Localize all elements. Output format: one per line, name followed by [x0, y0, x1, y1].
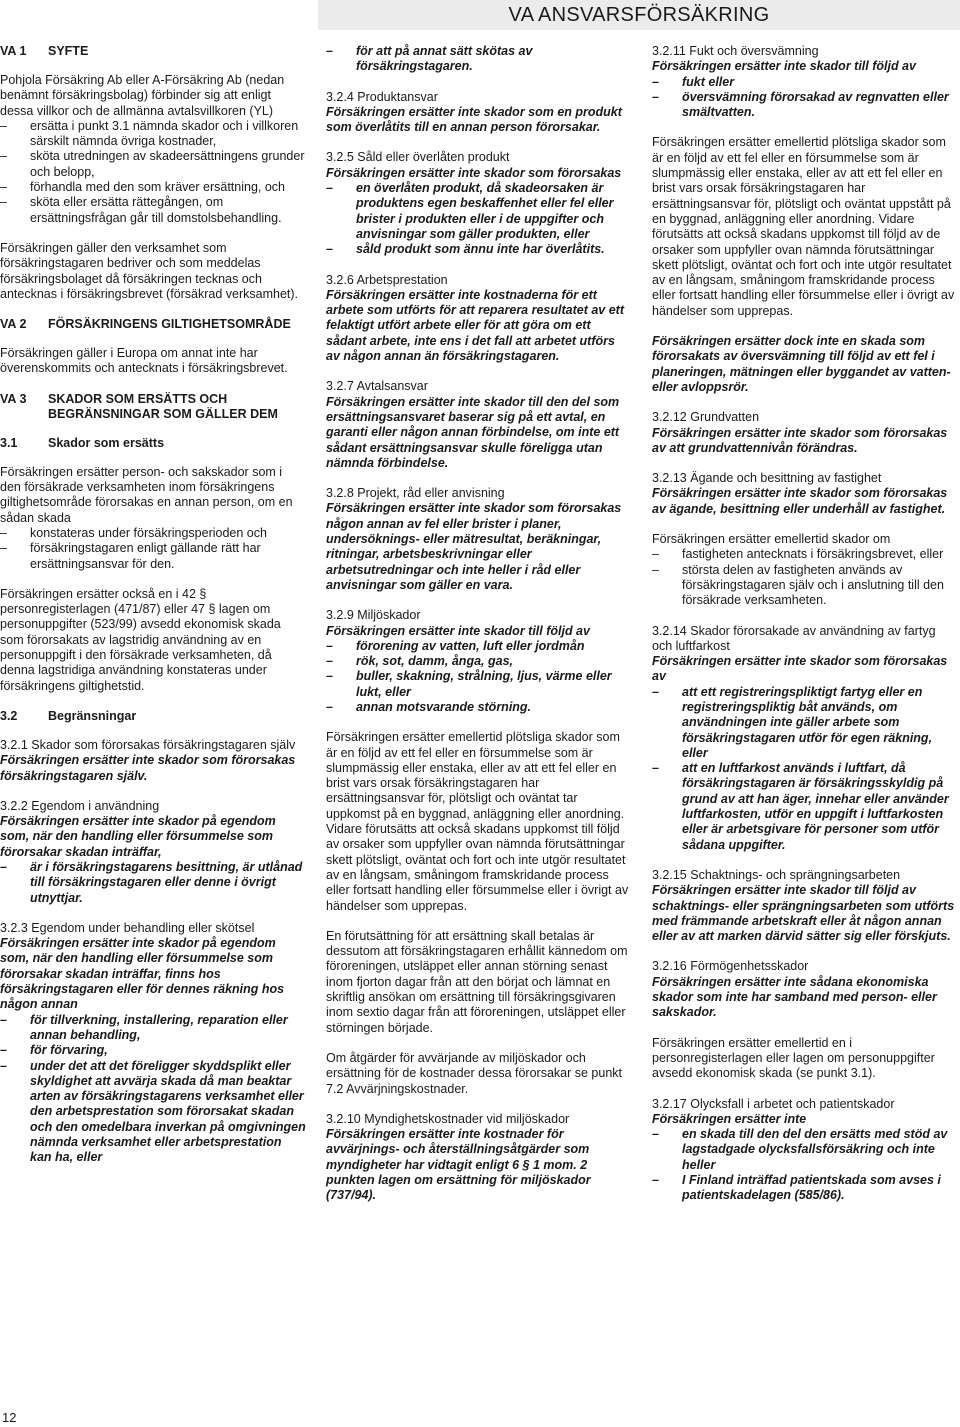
- subsection-heading: 3.2.7 Avtalsansvar: [326, 379, 428, 394]
- section-3216: 3.2.16 Förmögenhetsskador Försäkringen ersätter inte sådana ekonomiska skador som inte har samband med person- eller sakskador.: [652, 959, 957, 1020]
- section-3215: 3.2.15 Schaktnings- och sprängningsarbeten Försäkringen ersätter inte skador till följd av schaktnings- eller sprängningsarbeten som utförts med främmande arbetskraft eller åt någon annan eller av att marken därvid sätter sig eller förskjuts.: [652, 868, 957, 944]
- list-item: – att en luftfarkost används i luftfart, då försäkringstagaren är försäkringsskyldig på grund av att han äger, innehar eller använder luftfarkosten, utför en uppgift i luftfarkosten eller är arbetsgivare för personer som utför sådana uppgifter.: [652, 761, 949, 852]
- list-item: – för att på annat sätt skötas av försäkringstagaren.: [326, 44, 533, 74]
- section-322: 3.2.2 Egendom i användning Försäkringen ersätter inte skador på egendom som, när den handling eller försummelse som förorsakar skadan inträffar, – är i försäkringstagarens besittning, är utlånad till försäkringstagaren eller denne i övrigt utnyttjar.: [0, 799, 306, 906]
- section-325: 3.2.5 Såld eller överlåten produkt Försäkringen ersätter inte skador som förorsakas – en överlåten produkt, då skadeorsaken är produktens egen beskaffenhet eller fel eller brister i produkten eller i de uppgifter och anvisningar som gäller produkten, eller – såld produkt som ännu inte har överlåtits.: [326, 150, 632, 257]
- subsection-heading: 3.2.17 Olycksfall i arbetet och patientskador: [652, 1096, 895, 1111]
- section-31-body: Försäkringen ersätter person- och sakskador som i den försäkrade verksamheten inom försäkringens giltighetsområde förorsakas en annan person, om en sådan skada – konstateras under försäkringsperioden och – försäkringstagaren enligt gällande rätt har ersättningsansvar för den.: [0, 465, 306, 572]
- dash-list: [0, 1013, 306, 1166]
- paragraph: Försäkringen gäller den verksamhet som försäkringstagaren bedriver och som meddelas försäkringsbolaget då försäkringen tecknas och antecknas i försäkringsbrevet (försäkrad verksamhet).: [0, 240, 299, 301]
- dash-list: [326, 181, 632, 257]
- list-item: – ersätta i punkt 3.1 nämnda skador och i villkoren särskilt nämnda övriga kostnader,: [0, 118, 299, 149]
- list-item: – I Finland inträffad patientskada som avses i patientskadelagen (585/86).: [652, 1173, 941, 1203]
- list-item: – en överlåten produkt, då skadeorsaken är produktens egen beskaffenhet eller fel eller brister i produkten eller i de uppgifter och anvisningar som gäller produkten, eller: [326, 181, 614, 241]
- list-item: – såld produkt som ännu inte har överlåtits.: [326, 242, 605, 257]
- subsection-heading: 3.2.5 Såld eller överlåten produkt: [326, 150, 510, 165]
- section-323: 3.2.3 Egendom under behandling eller skötsel Försäkringen ersätter inte skador på egendom som, när den handling eller försummelse som förorsakar skadan inträffar, finns hos försäkringstagaren eller för dennes räkning hos någon annan – för tillverkning, installering, reparation eller annan behandling, – för förvaring, – under det att det föreligger skyddsplikt eller skyldighet att avvärja skada då man beaktar arten av försäkringstagarens verksamhet eller den arbetsprestation som förorsakat skadan och den omedelbara inverkan på omgivningen nämnda verksamhet eller arbetsprestation kan ha, eller: [0, 920, 306, 1165]
- list-item: – försäkringstagaren enligt gällande rätt har ersättningsansvar för den.: [0, 541, 261, 571]
- subsection-heading: 3.2.3 Egendom under behandling eller skötsel: [0, 920, 255, 935]
- list-item: – en skada till den del den ersätts med stöd av lagstadgade olycksfallsförsäkring och inte heller: [652, 1127, 948, 1172]
- subsection-heading: 3.2.14 Skador förorsakade av användning av fartyg och luftfarkost: [652, 623, 936, 653]
- subsection-heading: 3.2.8 Projekt, råd eller anvisning: [326, 486, 505, 501]
- column-2: [326, 44, 632, 1219]
- list-item: – sköta utredningen av skadeersättningens grunder och belopp,: [0, 149, 305, 179]
- column-1: [0, 44, 306, 1181]
- section-31-heading: 3.1 Skador som ersätts: [0, 435, 165, 450]
- section-326: 3.2.6 Arbetsprestation Försäkringen ersätter inte kostnaderna för ett arbete som utförts för att reparera resultatet av ett felaktigt utfört arbete eller för att göra om ett sådant arbete, inte ens i det fall att arbetet utförs av någon annan än försäkringstagaren.: [326, 273, 632, 365]
- section-3211: 3.2.11 Fukt och översvämning Försäkringen ersätter inte skador till följd av – fukt eller – översvämning förorsakad av regnvatten eller smältvatten.: [652, 44, 957, 120]
- list-item: – översvämning förorsakad av regnvatten eller smältvatten.: [652, 89, 949, 120]
- section-3210: 3.2.10 Myndighetskostnader vid miljöskador Försäkringen ersätter inte kostnader för avvärjnings- och återställningsåtgärder som myndigheter har vidtagit enligt 6 § 1 mom. 2 punkten lagen om ersättning för miljöskador (737/94).: [326, 1112, 632, 1204]
- dash-list: [0, 860, 306, 906]
- dash-list: [652, 75, 957, 121]
- list-item: – rök, sot, damm, ånga, gas,: [326, 654, 513, 669]
- list-item: – konstateras under försäkringsperioden och: [0, 525, 267, 540]
- subsection-heading: 3.2.10 Myndighetskostnader vid miljöskador: [326, 1111, 570, 1126]
- dash-list: [0, 119, 306, 226]
- section-3213-exception: Försäkringen ersätter emellertid skador om – fastigheten antecknats i försäkringsbrevet, eller – största delen av fastigheten används av försäkringstagaren själv och i anslutning till den försäkrade verksamheten.: [652, 532, 957, 608]
- list-item: – förorening av vatten, luft eller jordmån: [326, 638, 585, 653]
- list-item: – att ett registreringspliktigt fartyg eller en registreringspliktig båt används, om användningen inte gäller arbete som försäkringstagaren utför för egen räkning, eller: [652, 684, 933, 760]
- subsection-heading: 3.2.11 Fukt och översvämning: [652, 44, 819, 58]
- paragraph: Om åtgärder för avvärjande av miljöskador och ersättning för de kostnader dessa förorsakar se punkt 7.2 Avvärjningskostnader.: [326, 1050, 622, 1096]
- paragraph: Försäkringen gäller i Europa om annat inte har överenskommits och antecknats i försäkringsbrevet.: [0, 346, 288, 376]
- paragraph: Försäkringen ersätter emellertid plötsliga skador som är en följd av ett fel eller en försummelse som är slumpmässig eller enstaka, eller av att ett fel eller en brist vars orsak försäkringstagaren har ersättningsansvar för, plötsligt och oväntat tar uppkomst på en byggnad, anläggning eller anordning. Vidare förutsätts att också skadans uppkomst till följd av orsaker som uppfyller ovan nämnda förutsättningar skett plötsligt, oväntat och fort och inte utgör resultatet av en långsam, småningom framskridande process eller fortsatt handling eller försummelse eller i övrigt av händelser som upprepas.: [326, 730, 629, 913]
- dash-list: [326, 639, 632, 715]
- subsection-heading: 3.2.2 Egendom i användning: [0, 798, 160, 813]
- subsection-heading: 3.2.13 Ägande och besittning av fastighet: [652, 471, 882, 486]
- paragraph: Försäkringen ersätter också en i 42 § personregisterlagen (471/87) eller 47 § lagen om personuppgifter (523/99) avsedd ekonomisk skada som förorsakats av lagstridig användning av en personuppgift i den försäkrade verksamheten, då denna lagstridiga användning konstateras under försäkringens giltighetstid.: [0, 586, 281, 693]
- dash-list: [652, 685, 957, 853]
- page-number: 12: [2, 1410, 17, 1425]
- section-324: 3.2.4 Produktansvar Försäkringen ersätter inte skador som en produkt som överlåtits till en annan person förorsakar.: [326, 90, 632, 136]
- section-327: 3.2.7 Avtalsansvar Försäkringen ersätter inte skador till den del som ersättningsansvaret baserar sig på ett avtal, en garanti eller någon annan förbindelse, om inte ett sådant ersättningsansvar skulle föreligga utan nämnda förbindelse.: [326, 379, 632, 471]
- section-323-continued: [326, 44, 632, 75]
- column-3: [652, 44, 957, 1219]
- list-item: – förhandla med den som kräver ersättning, och: [0, 180, 285, 195]
- paragraph: Försäkringen ersätter emellertid en i personregisterlagen eller lagen om personuppgifter avsedd ekonomisk skada (se punkt 3.1).: [652, 1035, 935, 1081]
- section-3212: 3.2.12 Grundvatten Försäkringen ersätter inte skador som förorsakas av att grundvattennivån förändras.: [652, 410, 957, 456]
- list-item: – största delen av fastigheten används av försäkringstagaren själv och i anslutning till den försäkrade verksamheten.: [652, 562, 944, 608]
- subsection-heading: 3.2.12 Grundvatten: [652, 410, 760, 425]
- list-item: – buller, skakning, strålning, ljus, värme eller lukt, eller: [326, 669, 612, 699]
- subsection-heading: 3.2.1 Skador som förorsakas försäkringstagaren själv: [0, 737, 296, 752]
- subsection-heading: 3.2.6 Arbetsprestation: [326, 272, 448, 287]
- paragraph: Pohjola Försäkring Ab eller A-Försäkring Ab (nedan benämnt försäkringsbolag) förbinder sig att enligt dessa villkor och de allmänna avtalsvillkoren (YL): [0, 73, 285, 118]
- paragraph: En förutsättning för att ersättning skall betalas är dessutom att försäkringstagaren erhållit kännedom om föroreningen, utsläppet eller annan störning senast inom fjorton dagar från att den börjat och lämnat en skriftlig ansökan om ersättning till försäkringsgivaren inom sextio dagar från att föroreningen, utsläppet eller störningen började.: [326, 928, 628, 1035]
- subsection-heading: 3.2.16 Förmögenhetsskador: [652, 959, 809, 974]
- list-item: – är i försäkringstagarens besittning, är utlånad till försäkringstagaren eller denne i övrigt utnyttjar.: [0, 859, 303, 905]
- section-va2-heading: VA 2 FÖRSÄKRINGENS GILTIGHETSOMRÅDE: [0, 317, 291, 332]
- section-va1-body: [0, 73, 306, 226]
- section-va3-heading: VA 3 SKADOR SOM ERSÄTTS OCH BEGRÄNSNINGAR SOM GÄLLER DEM: [0, 391, 278, 421]
- list-item: – för tillverkning, installering, reparation eller annan behandling,: [0, 1012, 288, 1042]
- list-item: – fukt eller: [652, 74, 735, 89]
- page-header: VA ANSVARSFÖRSÄKRING: [318, 0, 960, 30]
- section-329: 3.2.9 Miljöskador Försäkringen ersätter inte skador till följd av – förorening av vatten, luft eller jordmån – rök, sot, damm, ånga, gas, – buller, skakning, strålning, ljus, värme eller lukt, eller – annan motsvarande störning.: [326, 608, 632, 715]
- list-item: – fastigheten antecknats i försäkringsbrevet, eller: [652, 547, 944, 562]
- dash-list: [326, 44, 632, 75]
- list-item: – annan motsvarande störning.: [326, 699, 532, 714]
- list-item: – för förvaring,: [0, 1043, 108, 1058]
- subsection-heading: 3.2.15 Schaktnings- och sprängningsarbeten: [652, 867, 901, 882]
- section-3214: 3.2.14 Skador förorsakade av användning av fartyg och luftfarkost Försäkringen ersätter inte skador som förorsakas av – att ett registreringspliktigt fartyg eller en registreringspliktig båt används, om användningen inte gäller arbete som försäkringstagaren utför för egen räkning, eller – att en luftfarkost används i luftfart, då försäkringstagaren är försäkringsskyldig på grund av att han äger, innehar eller använder luftfarkosten, utför en uppgift i luftfarkosten eller är arbetsgivare för personer som utför sådana uppgifter.: [652, 624, 957, 853]
- subsection-heading: 3.2.9 Miljöskador: [326, 608, 421, 623]
- paragraph: Försäkringen ersätter emellertid plötsliga skador som är en följd av ett fel eller en försummelse som är slumpmässig eller enstaka, eller av att ett fel eller en brist vars orsak försäkringstagaren har ersättningsansvar för, plötsligt och oväntat uppstått på en byggnad, anläggning eller anordning. Vidare förutsätts att också skadans uppkomst till följd av de orsaker som uppfyller ovan nämnda förutsättningar skett plötsligt, oväntat och fort och inte utgör resultatet av en långsam, småningom framskridande process eller fortsatt handling eller försummelse eller i övrigt av händelser som upprepas.: [652, 135, 955, 318]
- list-item: – under det att det föreligger skyddsplikt eller skyldighet att avvärja skada då man beaktar arten av försäkringstagarens verksamhet eller den arbetsprestation som förorsakat skadan och den omedelbara inverkan på omgivningen nämnda verksamhet eller arbetsprestation kan ha, eller: [0, 1058, 306, 1165]
- section-328: 3.2.8 Projekt, råd eller anvisning Försäkringen ersätter inte skador som förorsakas någon annan av fel eller brister i planer, undersöknings- eller mätresultat, beräkningar, ritningar, arbetsbeskrivningar eller arbetsutredningar och inte heller i råd eller anvisningar som gäller en vara.: [326, 486, 632, 593]
- section-32-heading: 3.2 Begränsningar: [0, 708, 137, 723]
- list-item: – sköta eller ersätta rättegången, om ersättningsfrågan går till domstolsbehandling.: [0, 195, 282, 225]
- dash-list: [0, 526, 306, 572]
- paragraph: Försäkringen ersätter dock inte en skada som förorsakats av översvämning till följd av ett fel i planeringen, mätningen eller byggandet av vatten- eller avloppsrör.: [652, 334, 951, 394]
- dash-list: [652, 547, 957, 608]
- section-3217: 3.2.17 Olycksfall i arbetet och patientskador Försäkringen ersätter inte – en skada till den del den ersätts med stöd av lagstadgade olycksfallsförsäkring och inte heller – I Finland inträffad patientskada som avses i patientskadelagen (585/86).: [652, 1097, 957, 1204]
- subsection-heading: 3.2.4 Produktansvar: [326, 89, 438, 104]
- dash-list: [652, 1127, 957, 1203]
- section-va1-heading: VA 1 SYFTE: [0, 44, 89, 58]
- section-3213: 3.2.13 Ägande och besittning av fastighet Försäkringen ersätter inte skador som förorsakas av ägande, besittning eller underhåll av fastighet.: [652, 471, 957, 517]
- section-321: 3.2.1 Skador som förorsakas försäkringstagaren själv Försäkringen ersätter inte skador som förorsakas försäkringstagaren själv.: [0, 738, 306, 784]
